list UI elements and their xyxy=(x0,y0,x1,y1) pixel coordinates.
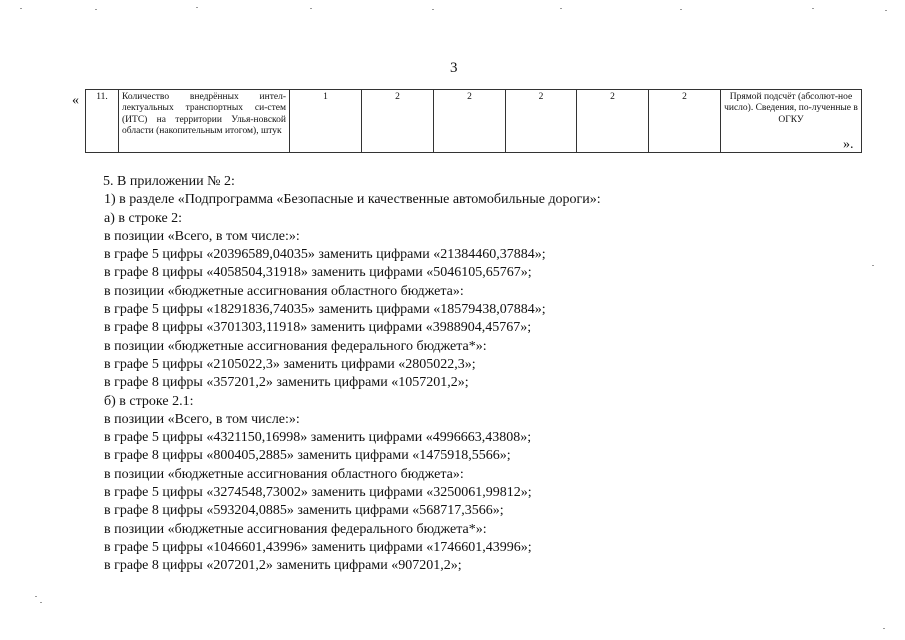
scan-speck xyxy=(872,265,874,266)
text-line: в графе 8 цифры «593204,0885» заменить цифрами «568717,3566»; xyxy=(104,503,504,519)
scan-speck xyxy=(560,8,562,9)
text-line: в позиции «бюджетные ассигнования федерального бюджета*»: xyxy=(104,338,487,354)
text-line: в графе 8 цифры «4058504,31918» заменить цифрами «5046105,65767»; xyxy=(104,265,532,281)
text-line: в позиции «Всего, в том числе:»: xyxy=(104,228,300,244)
text-line: в графе 5 цифры «18291836,74035» заменить цифрами «18579438,07884»; xyxy=(104,302,546,318)
scan-speck xyxy=(40,602,42,603)
text-line: в позиции «бюджетные ассигнования федерального бюджета*»: xyxy=(104,521,487,537)
text-line: в графе 5 цифры «1046601,43996» заменить цифрами «1746601,43996»; xyxy=(104,539,532,555)
scan-speck xyxy=(310,8,312,9)
indicator-name-cell: Количество внедрённых интел-лектуальных транспортных си-стем (ИТС) на территории Улья-новской области (накопительным итогом), штук xyxy=(119,90,290,153)
scan-speck xyxy=(20,8,22,9)
text-line: в графе 5 цифры «2105022,3» заменить цифрами «2805022,3»; xyxy=(104,356,476,372)
scan-speck xyxy=(432,9,434,10)
text-line: б) в строке 2.1: xyxy=(104,393,194,409)
value-cell-2: 2 xyxy=(362,90,434,153)
scan-speck xyxy=(196,7,198,8)
text-line: в графе 5 цифры «20396589,04035» заменить цифрами «21384460,37884»; xyxy=(104,247,546,263)
scan-speck xyxy=(680,9,682,10)
scan-speck xyxy=(35,596,37,597)
row-number-cell: 11. xyxy=(86,90,119,153)
scan-speck xyxy=(885,10,887,11)
value-cell-5: 2 xyxy=(577,90,649,153)
text-line: в позиции «бюджетные ассигнования областного бюджета»: xyxy=(104,283,464,299)
text-line: в графе 5 цифры «3274548,73002» заменить цифрами «3250061,99812»; xyxy=(104,485,532,501)
opening-quote: « xyxy=(72,93,79,108)
amendment-text xyxy=(104,173,601,576)
text-line: 1) в разделе «Подпрограмма «Безопасные и качественные автомобильные дороги»: xyxy=(104,192,601,208)
value-cell-1: 1 xyxy=(290,90,362,153)
scan-speck xyxy=(883,628,885,629)
text-line: в графе 8 цифры «357201,2» заменить цифрами «1057201,2»; xyxy=(104,375,469,391)
text-line: в позиции «Всего, в том числе:»: xyxy=(104,411,300,427)
value-cell-6: 2 xyxy=(649,90,721,153)
text-line: в графе 8 цифры «3701303,11918» заменить цифрами «3988904,45767»; xyxy=(104,320,532,336)
text-line: в графе 5 цифры «4321150,16998» заменить цифрами «4996663,43808»; xyxy=(104,430,532,446)
text-line: а) в строке 2: xyxy=(104,210,183,226)
scan-speck xyxy=(95,9,97,10)
value-cell-4: 2 xyxy=(506,90,577,153)
data-source-cell: Прямой подсчёт (абсолют-ное число). Сведения, по-лученные в ОГКУ xyxy=(721,90,862,153)
scan-speck xyxy=(812,8,814,9)
page-number: 3 xyxy=(450,60,458,76)
text-line: в позиции «бюджетные ассигнования областного бюджета»: xyxy=(104,466,464,482)
table-row xyxy=(86,90,862,153)
section-heading: 5. В приложении № 2: xyxy=(103,174,235,189)
text-line: в графе 8 цифры «207201,2» заменить цифрами «907201,2»; xyxy=(104,558,462,574)
value-cell-3: 2 xyxy=(434,90,506,153)
indicator-table xyxy=(85,89,862,153)
text-line: в графе 8 цифры «800405,2885» заменить цифрами «1475918,5566»; xyxy=(104,448,511,464)
closing-quote: ». xyxy=(843,137,854,152)
